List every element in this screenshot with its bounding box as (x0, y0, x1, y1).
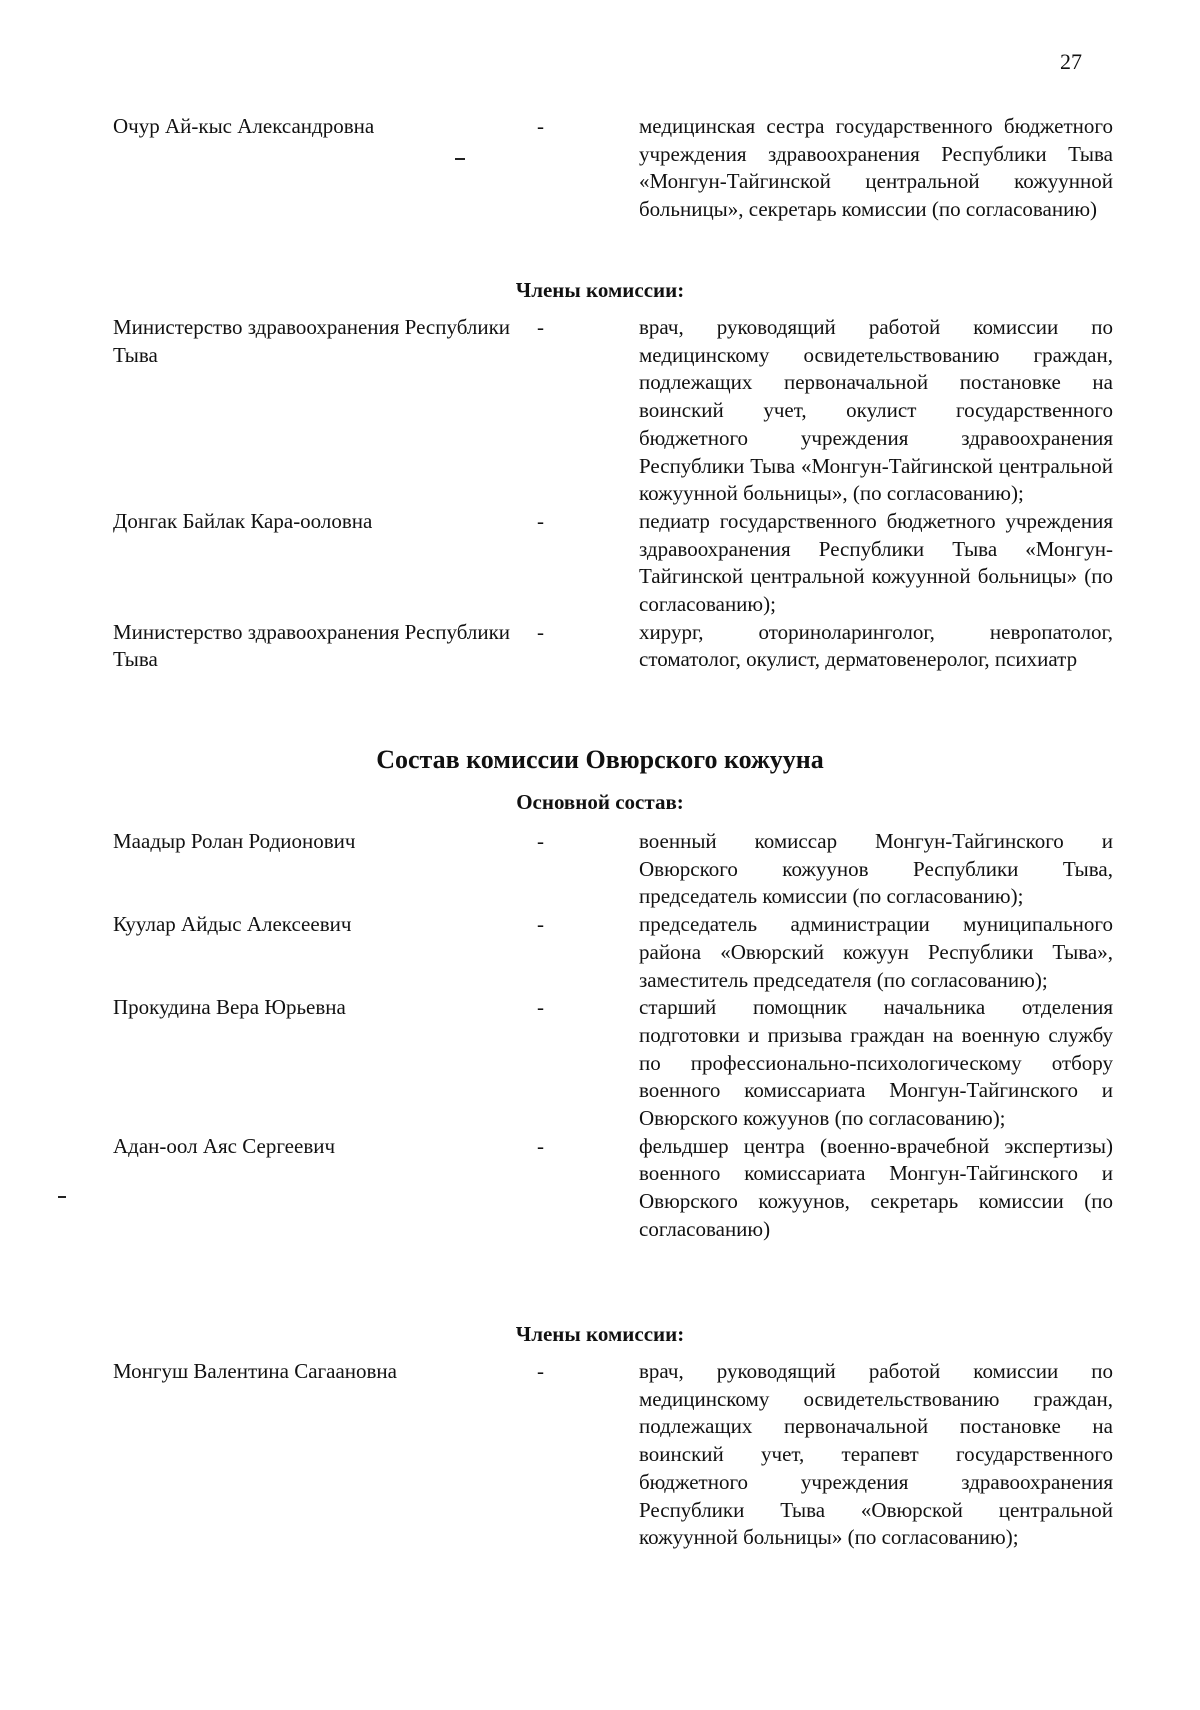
member-description: фельдшер центра (военно-врачебной экспертизы) военного комиссариата Монгун-Тайгинского и Овюрского кожуунов, секретарь комиссии (по согласованию) (639, 1133, 1113, 1241)
dash-separator: - (537, 315, 544, 339)
member-name: Адан-оол Аяс Сергеевич (113, 1133, 336, 1158)
member-name: Маадыр Ролан Родионович (113, 829, 356, 853)
member-description: врач, руководящий работой комиссии по медицинскому освидетельствованию граждан, подлежащих первоначальной постановке на воинский учет, окулист государственного бюджетного учреждения здравоохранения Республики Тыва «Монгун-Тайгинской центральной кожуунной больницы», (по согласованию); (639, 315, 1113, 506)
members-list (0, 1358, 1200, 1552)
members-heading: Члены комиссии: (515, 1322, 685, 1346)
dash-separator: - (537, 829, 544, 853)
top-entries (0, 113, 1200, 224)
list-item (0, 911, 1200, 994)
main-heading: Основной состав: (516, 790, 684, 814)
section-title: Состав комиссии Овюрского кожууна (376, 745, 824, 774)
member-description: хирург, оториноларинголог, невропатолог, стоматолог, окулист, дерматовенеролог, психиатр (639, 619, 1113, 672)
dash-separator: - (537, 1359, 544, 1383)
list-item (0, 619, 1200, 674)
main-members-list (0, 828, 1200, 1244)
dash-separator: - (537, 508, 544, 533)
member-description: врач, руководящий работой комиссии по медицинскому освидетельствованию граждан, подлежащих первоначальной постановке на воинский учет, терапевт государственного бюджетного учреждения здравоохранения Республики Тыва «Овюрской центральной кожуунной больницы» (по согласованию); (639, 1359, 1113, 1550)
members-heading: Члены комиссии: (515, 278, 685, 302)
page-number: 27 (1060, 49, 1082, 74)
member-name: Прокудина Вера Юрьевна (113, 995, 346, 1020)
member-name: Очур Ай-кыс Александровна (113, 114, 375, 138)
member-name: Министерство здравоохранения Республики Тыва (113, 315, 511, 367)
member-name: Куулар Айдыс Алексеевич (113, 912, 352, 937)
list-item (0, 1358, 1200, 1552)
list-item (0, 1133, 1200, 1244)
member-description: медицинская сестра государственного бюджетного учреждения здравоохранения Республики Тыва «Монгун-Тайгинской центральной кожуунной больницы», секретарь комиссии (по согласованию) (639, 114, 1113, 222)
member-name: Монгуш Валентина Сагаановна (113, 1359, 397, 1383)
member-description: председатель администрации муниципального района «Овюрский кожуун Республики Тыва», заместитель председателя (по согласованию); (639, 912, 1113, 992)
list-item (0, 508, 1200, 619)
dash-separator: - (537, 1133, 544, 1158)
member-name: Донгак Байлак Кара-ооловна (113, 508, 373, 533)
stray-mark (58, 1196, 66, 1198)
member-name: Министерство здравоохранения Республики Тыва (113, 619, 511, 672)
list-item (0, 113, 1200, 224)
member-description: военный комиссар Монгун-Тайгинского и Овюрского кожуунов Республики Тыва, председатель комиссии (по согласованию); (639, 829, 1113, 909)
members-list (0, 314, 1200, 674)
member-description: старший помощник начальника отделения подготовки и призыва граждан на военную службу по профессионально-психологическому отбору военного комиссариата Монгун-Тайгинского и Овюрского кожуунов (по согласованию); (639, 995, 1113, 1131)
list-item (0, 994, 1200, 1133)
list-item (0, 828, 1200, 911)
dash-separator: - (537, 114, 544, 138)
list-item (0, 314, 1200, 508)
stray-mark (455, 158, 465, 160)
dash-separator: - (537, 995, 544, 1020)
member-description: педиатр государственного бюджетного учреждения здравоохранения Республики Тыва «Монгун-Тайгинской центральной кожуунной больницы» (по согласованию); (639, 508, 1113, 617)
dash-separator: - (537, 912, 544, 937)
dash-separator: - (537, 619, 544, 644)
